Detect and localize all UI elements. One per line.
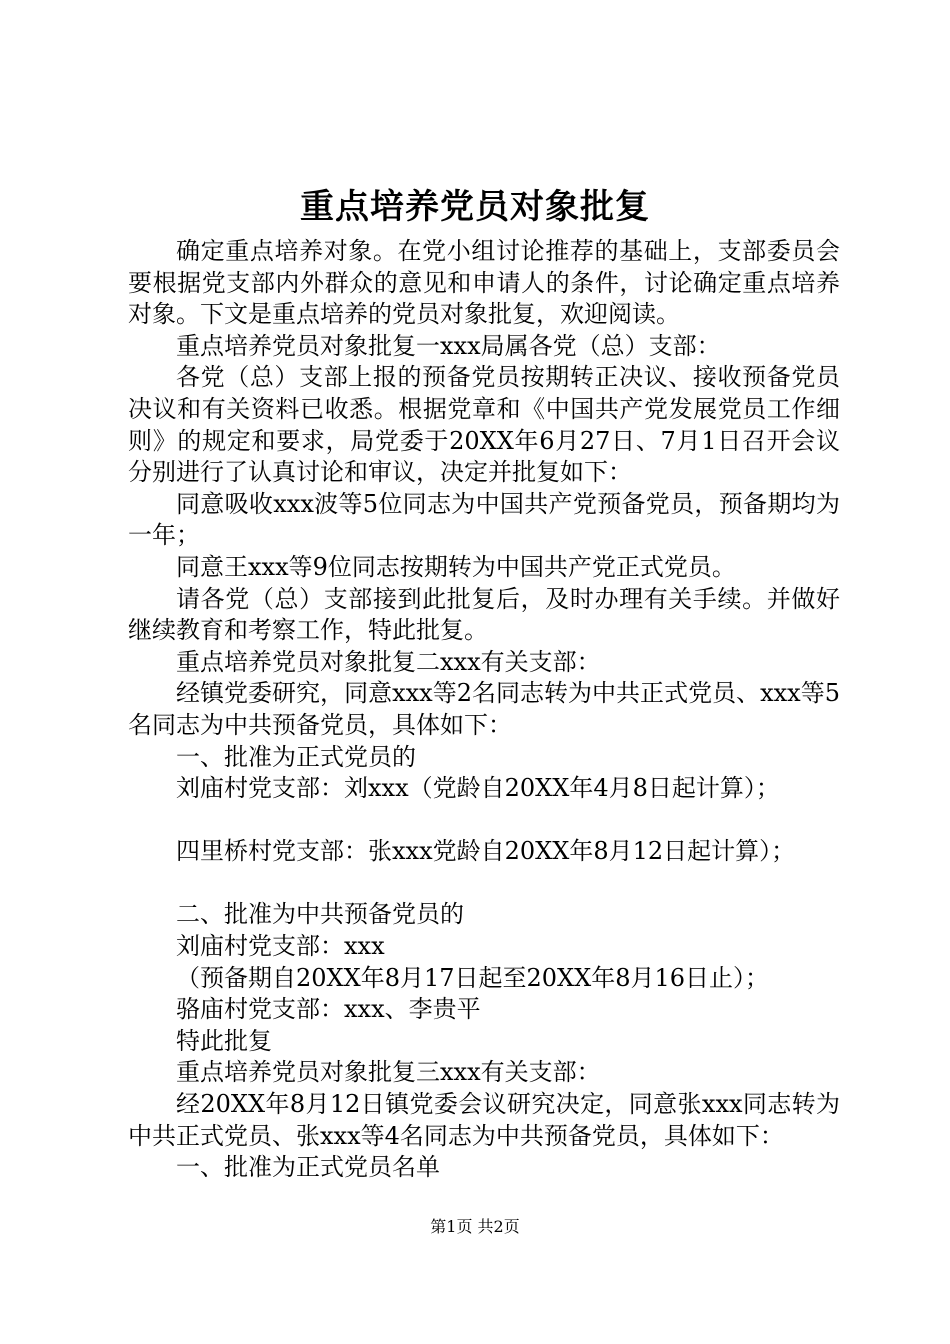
list-item: 骆庙村党支部：xxx、李贵平 <box>176 995 481 1024</box>
document-title: 重点培养党员对象批复 <box>300 187 650 227</box>
spacer <box>128 805 840 837</box>
intro-paragraph: 确定重点培养对象。在党小组讨论推荐的基础上，支部委员会要根据党支部内外群众的意见和申请人的条件，讨论确定重点培养对象。下文是重点培养的党员对象批复，欢迎阅读。 <box>128 237 840 329</box>
list-item: 四里桥村党支部：张xxx党龄自20XX年8月12日起计算）； <box>176 837 796 866</box>
list-item: 刘庙村党支部：xxx <box>176 932 385 961</box>
list-item: （预备期自20XX年8月17日起至20XX年8月16日止）； <box>176 963 770 992</box>
page-footer: 第1页 共2页 <box>430 1217 520 1236</box>
section-full-members-list-heading: 一、批准为正式党员名单 <box>176 1153 440 1182</box>
spacer <box>128 868 840 900</box>
reply-one-heading: 重点培养党员对象批复一xxx局属各党（总）支部： <box>176 331 721 360</box>
reply-one-item-full-members: 同意王xxx等9位同志按期转为中国共产党正式党员。 <box>176 552 736 581</box>
reply-two-paragraph: 经镇党委研究，同意xxx等2名同志转为中共正式党员、xxx等5名同志为中共预备党员，具体如下： <box>128 679 840 739</box>
section-full-members-heading: 一、批准为正式党员的 <box>176 742 416 771</box>
document-body <box>128 236 840 1184</box>
reply-three-paragraph: 经20XX年8月12日镇党委会议研究决定，同意张xxx同志转为中共正式党员、张xxx等4名同志为中共预备党员，具体如下： <box>128 1090 840 1150</box>
reply-one-paragraph: 各党（总）支部上报的预备党员按期转正决议、接收预备党员决议和有关资料已收悉。根据党章和《中国共产党发展党员工作细则》的规定和要求，局党委于20XX年6月27日、7月1日召开会议分别进行了认真讨论和审议，决定并批复如下： <box>128 363 840 487</box>
reply-one-item-probationary: 同意吸收xxx波等5位同志为中国共产党预备党员，预备期均为一年； <box>128 489 840 550</box>
reply-two-heading: 重点培养党员对象批复二xxx有关支部： <box>176 647 601 676</box>
reply-two-closing: 特此批复 <box>176 1026 272 1055</box>
reply-one-closing: 请各党（总）支部接到此批复后，及时办理有关手续。并做好继续教育和考察工作，特此批复。 <box>128 584 840 645</box>
list-item: 刘庙村党支部：刘xxx（党龄自20XX年4月8日起计算）； <box>176 774 780 803</box>
reply-three-heading: 重点培养党员对象批复三xxx有关支部： <box>176 1058 601 1087</box>
section-probationary-heading: 二、批准为中共预备党员的 <box>176 900 464 929</box>
